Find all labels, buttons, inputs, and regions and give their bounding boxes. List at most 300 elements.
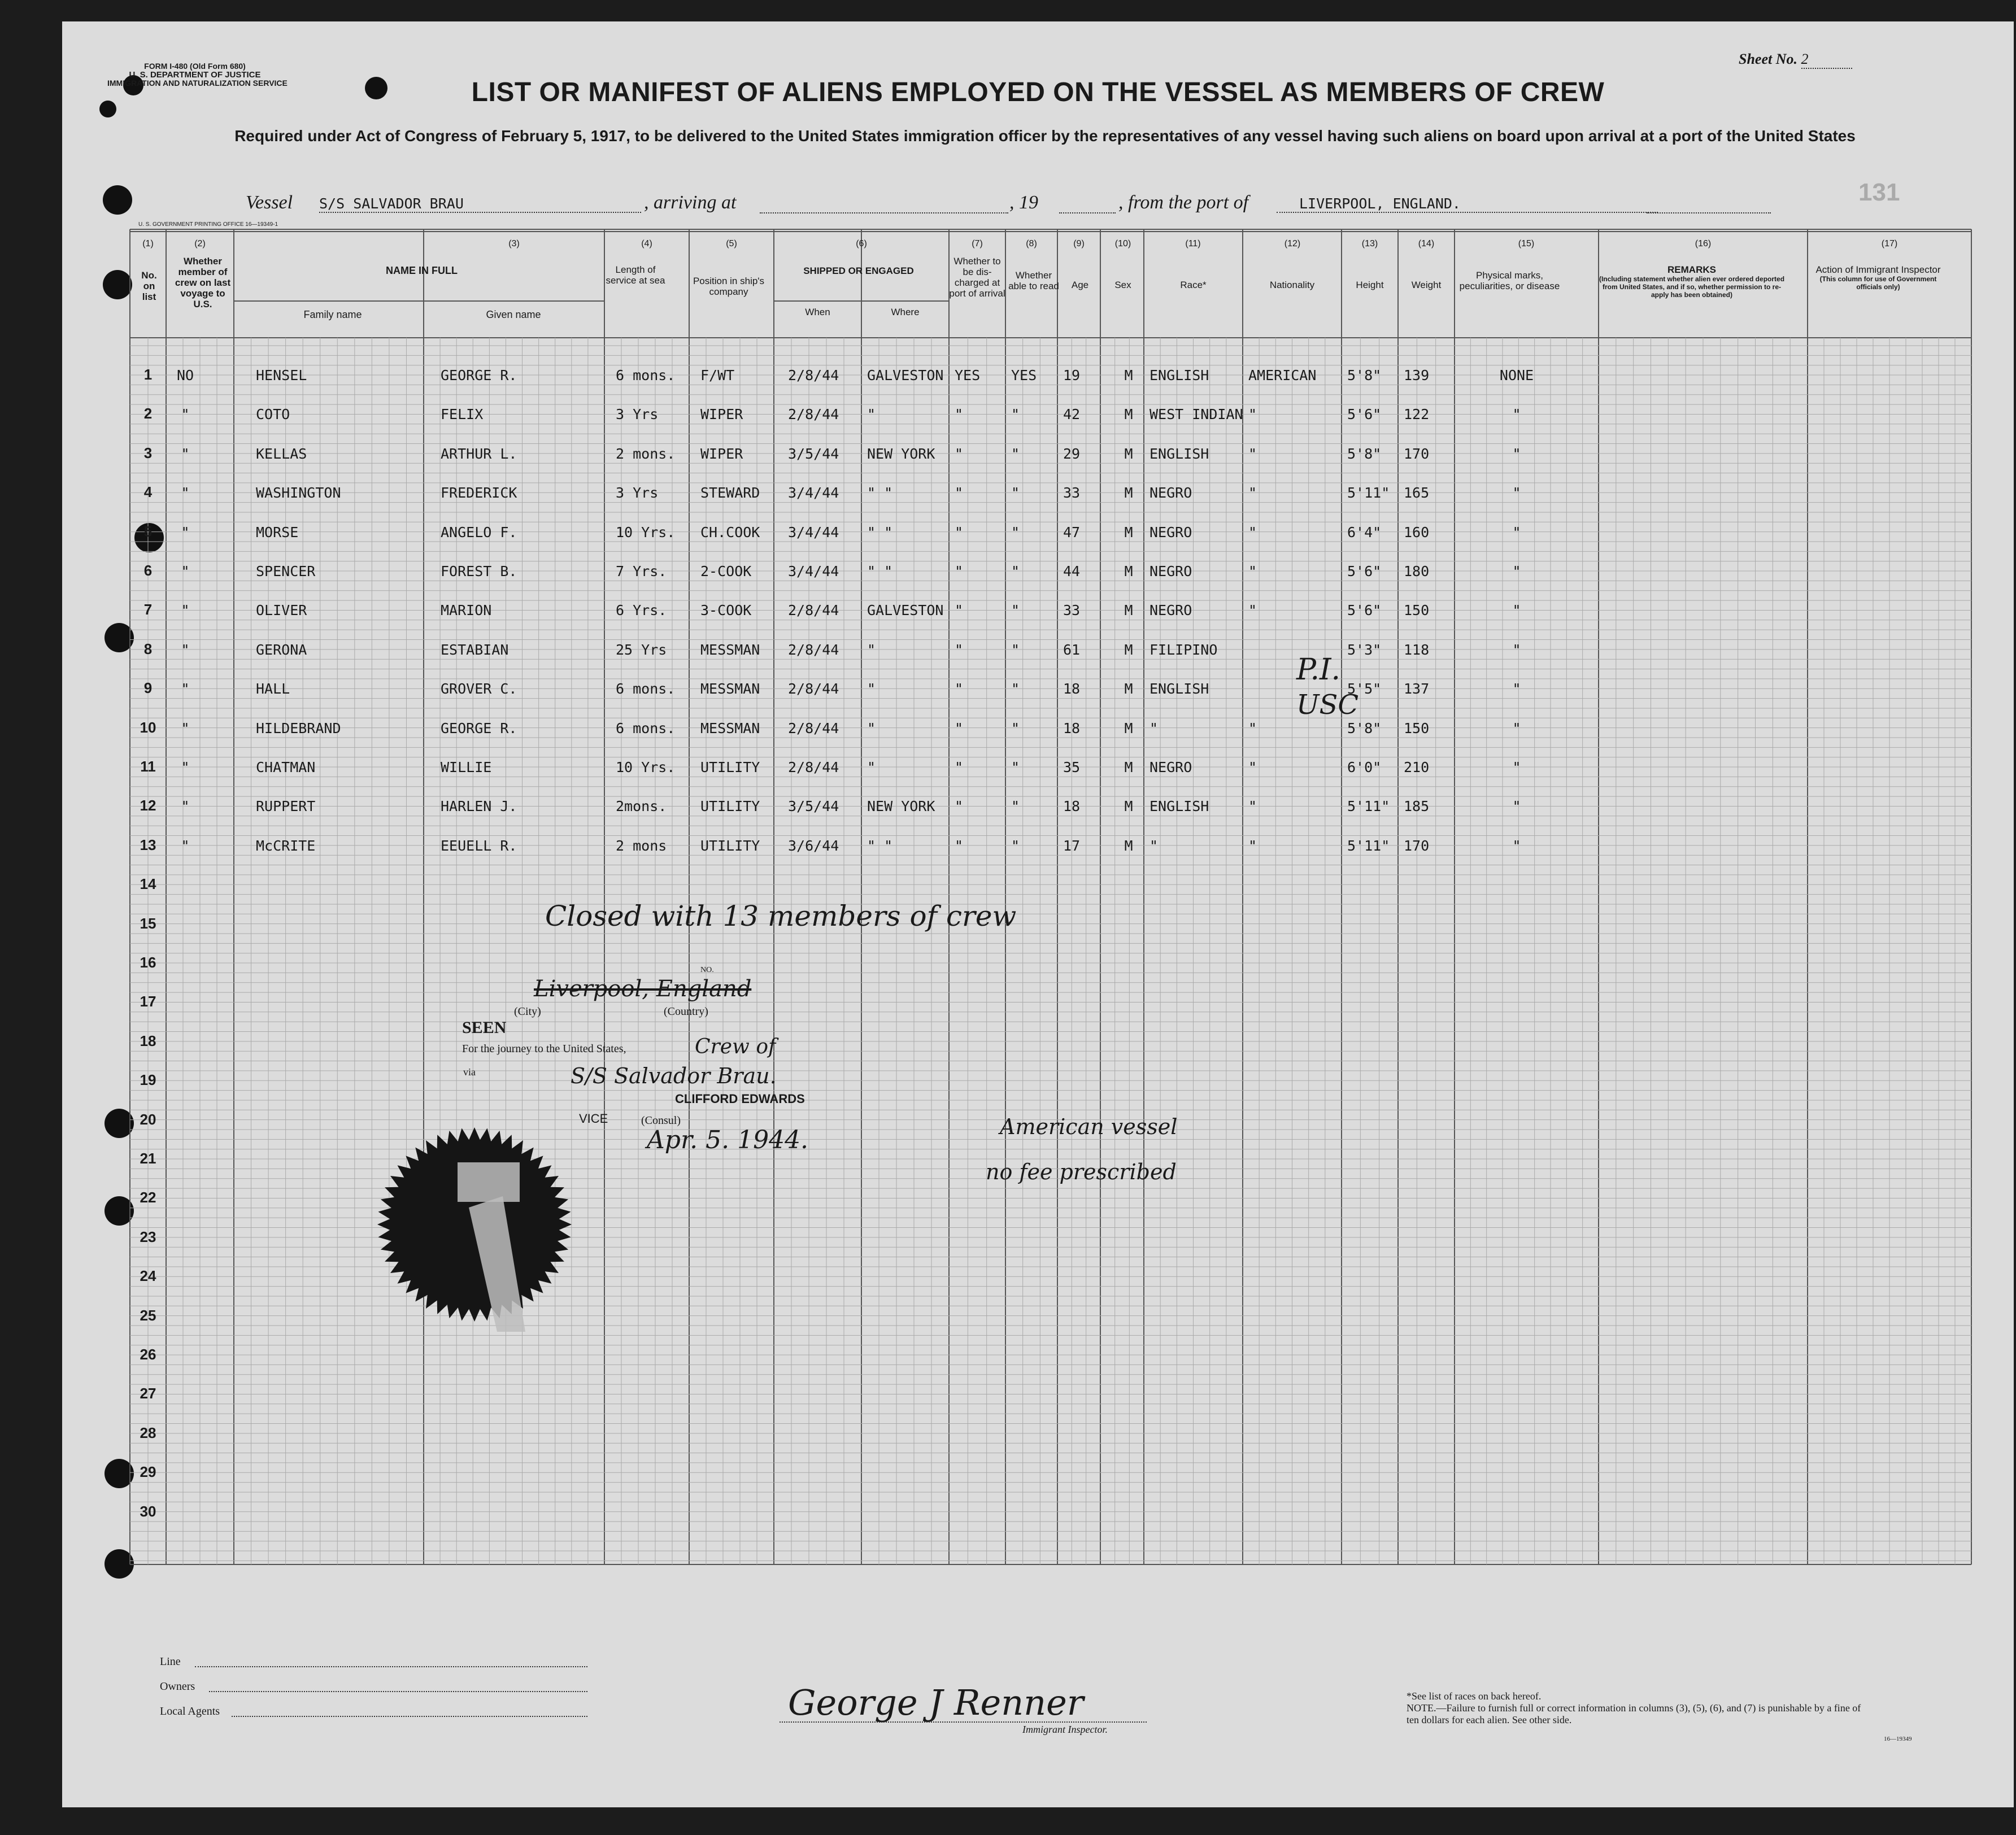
row-number: 8: [143, 640, 153, 657]
row-number: 17: [140, 993, 156, 1010]
cell-discharged: ": [955, 485, 964, 502]
row-number: 4: [143, 483, 153, 501]
cell-age: 29: [1063, 445, 1081, 462]
cell-given-name: ARTHUR L.: [441, 445, 517, 462]
cell-length-of-service: 6 mons.: [616, 367, 676, 383]
row-number: 18: [140, 1032, 156, 1049]
cell-family-name: WASHINGTON: [256, 485, 341, 502]
row-number: 9: [143, 679, 153, 697]
row-number: 27: [140, 1385, 156, 1402]
cell-discharged: ": [955, 524, 964, 541]
cell-member-last-voyage: ": [181, 602, 190, 619]
cell-length-of-service: 2mons.: [616, 798, 667, 815]
cell-weight: 210: [1404, 759, 1430, 775]
cell-given-name: EEUELL R.: [441, 837, 517, 854]
cell-length-of-service: 3 Yrs: [616, 485, 659, 502]
cell-race: FILIPINO: [1149, 641, 1218, 658]
handwritten-nationality-usc: USC: [1296, 689, 1359, 721]
cell-shipped-where: ": [867, 406, 876, 423]
cell-race: NEGRO: [1149, 563, 1192, 579]
cell-shipped-where: " ": [867, 837, 893, 854]
row-number: 2: [143, 405, 153, 422]
vessel-label: Vessel: [246, 192, 293, 213]
row-number: 21: [140, 1150, 156, 1167]
cell-height: 5'11": [1347, 837, 1390, 854]
column-number: (8): [1026, 239, 1037, 249]
row-number: 3: [143, 444, 153, 461]
row-number: 10: [140, 718, 156, 736]
column-number: (5): [726, 239, 737, 249]
cell-family-name: RUPPERT: [256, 798, 316, 815]
header-when: When: [805, 307, 830, 317]
stamp-vessel: S/S Salvador Brau.: [571, 1063, 777, 1088]
row-number: 7: [143, 601, 153, 618]
cell-discharged: ": [955, 798, 964, 815]
row-number: 12: [140, 797, 156, 814]
cell-shipped-when: 2/8/44: [788, 681, 839, 698]
cell-race: NEGRO: [1149, 602, 1192, 619]
cell-discharged: ": [955, 681, 964, 698]
header-height: Height: [1356, 280, 1384, 290]
footer-note-races: *See list of races on back hereof.: [1407, 1690, 1542, 1702]
inspector-label: Immigrant Inspector.: [1022, 1724, 1108, 1735]
cell-able-to-read: ": [1011, 720, 1020, 736]
cell-height: 5'11": [1347, 485, 1390, 502]
header-sex: Sex: [1114, 280, 1131, 290]
year-label: , 19: [1009, 192, 1038, 213]
cell-length-of-service: 3 Yrs: [616, 406, 659, 423]
column-number: (6): [856, 239, 867, 249]
cell-discharged: ": [955, 563, 964, 579]
cell-member-last-voyage: ": [181, 837, 190, 854]
cell-given-name: ANGELO F.: [441, 524, 517, 541]
footer-line-field: [195, 1666, 587, 1667]
cell-length-of-service: 25 Yrs: [616, 641, 667, 658]
cell-height: 5'8": [1347, 720, 1382, 736]
cell-shipped-where: ": [867, 681, 876, 698]
cell-able-to-read: ": [1011, 563, 1020, 579]
cell-family-name: SPENCER: [256, 563, 316, 579]
cell-sex: M: [1124, 641, 1133, 658]
cell-age: 33: [1063, 602, 1081, 619]
header-family-name: Family name: [303, 309, 362, 320]
stamp-number: 131: [1858, 178, 1900, 206]
footer-agents-label: Local Agents: [160, 1705, 220, 1718]
cell-shipped-when: 3/4/44: [788, 563, 839, 579]
cell-race: ": [1149, 720, 1159, 736]
cell-discharged: ": [955, 445, 964, 462]
cell-race: WEST INDIAN: [1149, 406, 1243, 423]
stamp-date: Apr. 5. 1944.: [647, 1126, 809, 1154]
cell-family-name: COTO: [256, 406, 290, 423]
cell-physical-marks: ": [1512, 485, 1521, 502]
cell-physical-marks: ": [1512, 406, 1521, 423]
cell-weight: 170: [1404, 837, 1430, 854]
cell-family-name: McCRITE: [256, 837, 316, 854]
header-action: [1808, 264, 1949, 291]
row-number: 6: [143, 562, 153, 579]
cell-position: UTILITY: [700, 837, 760, 854]
from-port-label: , from the port of: [1118, 192, 1249, 213]
cell-height: 5'11": [1347, 798, 1390, 815]
cell-shipped-when: 3/5/44: [788, 798, 839, 815]
cell-weight: 122: [1404, 406, 1430, 423]
arriving-label: , arriving at: [644, 192, 737, 213]
cell-given-name: GROVER C.: [441, 681, 517, 698]
cell-weight: 165: [1404, 485, 1430, 502]
row-number: 14: [140, 875, 156, 893]
handwritten-american-vessel: American vessel: [1000, 1114, 1178, 1139]
header-position: Position in ship's company: [693, 276, 765, 297]
cell-discharged: ": [955, 720, 964, 736]
cell-given-name: FOREST B.: [441, 563, 517, 579]
cell-sex: M: [1124, 681, 1133, 698]
cell-height: 5'6": [1347, 406, 1382, 423]
cell-length-of-service: 7 Yrs.: [616, 563, 667, 579]
sheet-value: 2: [1801, 51, 1852, 69]
cell-physical-marks: NONE: [1499, 367, 1534, 383]
column-number: (4): [641, 239, 652, 249]
column-number: (17): [1881, 239, 1898, 249]
cell-physical-marks: ": [1512, 759, 1521, 775]
header-where: Where: [891, 307, 920, 317]
cell-position: 3-COOK: [700, 602, 752, 619]
footer-owners-field: [209, 1691, 587, 1692]
cell-discharged: ": [955, 602, 964, 619]
cell-able-to-read: ": [1011, 837, 1020, 854]
cell-sex: M: [1124, 445, 1133, 462]
cell-race: ENGLISH: [1149, 367, 1209, 383]
cell-physical-marks: ": [1512, 563, 1521, 579]
column-number: (11): [1185, 239, 1201, 249]
cell-able-to-read: ": [1011, 798, 1020, 815]
cell-sex: M: [1124, 406, 1133, 423]
column-number: (9): [1073, 239, 1085, 249]
cell-given-name: FELIX: [441, 406, 484, 423]
cell-weight: 137: [1404, 681, 1430, 698]
cell-shipped-where: ": [867, 720, 876, 736]
header-age: Age: [1071, 280, 1089, 290]
header-discharged: Whether to be dis-charged at port of arrival: [949, 256, 1005, 299]
cell-shipped-when: 3/4/44: [788, 524, 839, 541]
row-number: 1: [143, 366, 153, 383]
page-title: LIST OR MANIFEST OF ALIENS EMPLOYED ON THE VESSEL AS MEMBERS OF CREW: [471, 77, 1605, 107]
cell-age: 47: [1063, 524, 1081, 541]
cell-able-to-read: ": [1011, 485, 1020, 502]
action-note: (This column for use of Government officials only): [1819, 275, 1937, 291]
row-number: 15: [140, 914, 156, 932]
sheet-label: Sheet No.: [1739, 51, 1797, 67]
cell-height: 5'3": [1347, 641, 1382, 658]
cell-position: CH.COOK: [700, 524, 760, 541]
cell-physical-marks: ": [1512, 681, 1521, 698]
cell-nationality: ": [1248, 837, 1257, 854]
cell-physical-marks: ": [1512, 837, 1521, 854]
header-no-on-list: No. on list: [141, 270, 157, 302]
row-number: 29: [140, 1463, 156, 1481]
cell-age: 61: [1063, 641, 1081, 658]
cell-given-name: ESTABIAN: [441, 641, 509, 658]
cell-shipped-when: 2/8/44: [788, 406, 839, 423]
cell-family-name: HENSEL: [256, 367, 307, 383]
cell-race: ENGLISH: [1149, 681, 1209, 698]
header-shipped-engaged: SHIPPED OR ENGAGED: [803, 265, 914, 276]
form-number: FORM I-480 (Old Form 680): [144, 62, 246, 71]
cell-physical-marks: ": [1512, 641, 1521, 658]
cell-race: NEGRO: [1149, 485, 1192, 502]
cell-member-last-voyage: NO: [176, 367, 194, 383]
cell-sex: M: [1124, 563, 1133, 579]
stamp-country-label: (Country): [664, 1005, 708, 1018]
cell-shipped-where: GALVESTON: [867, 602, 944, 619]
header-given-name: Given name: [486, 309, 541, 320]
cell-age: 44: [1063, 563, 1081, 579]
cell-nationality: ": [1248, 485, 1257, 502]
cell-weight: 150: [1404, 602, 1430, 619]
header-length-service: Length of service at sea: [606, 264, 665, 286]
cell-shipped-where: " ": [867, 524, 893, 541]
cell-family-name: KELLAS: [256, 445, 307, 462]
cell-able-to-read: ": [1011, 759, 1020, 775]
cell-given-name: WILLIE: [441, 759, 492, 775]
cell-member-last-voyage: ": [181, 798, 190, 815]
cell-nationality: ": [1248, 563, 1257, 579]
column-number: (16): [1695, 239, 1712, 249]
cell-weight: 160: [1404, 524, 1430, 541]
cell-length-of-service: 10 Yrs.: [616, 524, 676, 541]
cell-given-name: GEORGE R.: [441, 720, 517, 736]
cell-age: 19: [1063, 367, 1081, 383]
cell-shipped-when: 2/8/44: [788, 720, 839, 736]
from-port-value: LIVERPOOL, ENGLAND.: [1277, 195, 1658, 213]
cell-shipped-when: 2/8/44: [788, 641, 839, 658]
remarks-title: REMARKS: [1667, 264, 1716, 275]
handwritten-nationality-pi: P.I.: [1296, 653, 1341, 687]
cell-physical-marks: ": [1512, 602, 1521, 619]
cell-weight: 185: [1404, 798, 1430, 815]
cell-height: 5'5": [1347, 681, 1382, 698]
cell-race: NEGRO: [1149, 759, 1192, 775]
cell-family-name: GERONA: [256, 641, 307, 658]
cell-shipped-where: NEW YORK: [867, 445, 935, 462]
footer-line-label: Line: [160, 1655, 181, 1668]
cell-family-name: CHATMAN: [256, 759, 316, 775]
row-number: 25: [140, 1306, 156, 1324]
cell-length-of-service: 2 mons: [616, 837, 667, 854]
printing-office: U. S. GOVERNMENT PRINTING OFFICE 16—19349-1: [138, 221, 278, 228]
stamp-no-label: NO.: [700, 966, 714, 974]
column-number: (15): [1518, 239, 1535, 249]
stamp-journey: For the journey to the United States,: [462, 1043, 626, 1055]
cell-age: 35: [1063, 759, 1081, 775]
cell-shipped-where: " ": [867, 485, 893, 502]
cell-shipped-where: NEW YORK: [867, 798, 935, 815]
footer-owners-label: Owners: [160, 1680, 195, 1693]
stamp-via: via: [463, 1066, 476, 1078]
stamp-city-label: (City): [514, 1005, 541, 1018]
cell-member-last-voyage: ": [181, 563, 190, 579]
header-race: Race*: [1180, 280, 1207, 290]
cell-height: 6'4": [1347, 524, 1382, 541]
cell-weight: 170: [1404, 445, 1430, 462]
cell-age: 33: [1063, 485, 1081, 502]
cell-able-to-read: ": [1011, 445, 1020, 462]
cell-discharged: ": [955, 406, 964, 423]
cell-position: UTILITY: [700, 759, 760, 775]
cell-family-name: HILDEBRAND: [256, 720, 341, 736]
cell-race: NEGRO: [1149, 524, 1192, 541]
cell-position: F/WT: [700, 367, 735, 383]
cell-sex: M: [1124, 759, 1133, 775]
cell-discharged: ": [955, 641, 964, 658]
cell-weight: 150: [1404, 720, 1430, 736]
cell-member-last-voyage: ": [181, 720, 190, 736]
handwritten-no-fee: no fee prescribed: [986, 1160, 1177, 1184]
cell-age: 18: [1063, 720, 1081, 736]
column-number: (10): [1114, 239, 1131, 249]
header-remarks: [1599, 264, 1785, 299]
cell-member-last-voyage: ": [181, 406, 190, 423]
footer-form-code: 16—19349: [1884, 1736, 1912, 1742]
cell-shipped-when: 3/6/44: [788, 837, 839, 854]
stamp-consul-name: CLIFFORD EDWARDS: [675, 1092, 805, 1106]
cell-shipped-when: 2/8/44: [788, 367, 839, 383]
row-number: 28: [140, 1424, 156, 1441]
cell-length-of-service: 6 Yrs.: [616, 602, 667, 619]
cell-height: 5'6": [1347, 563, 1382, 579]
cell-sex: M: [1124, 602, 1133, 619]
stamp-vice: VICE: [579, 1112, 608, 1126]
cell-able-to-read: ": [1011, 406, 1020, 423]
cell-length-of-service: 6 mons.: [616, 681, 676, 698]
cell-race: ENGLISH: [1149, 445, 1209, 462]
manifest-sheet: [62, 21, 2014, 1807]
header-physical-marks: Physical marks, peculiarities, or disease: [1459, 270, 1560, 291]
cell-given-name: HARLEN J.: [441, 798, 517, 815]
cell-sex: M: [1124, 367, 1133, 383]
column-number: (13): [1361, 239, 1378, 249]
header-whether-member: Whether member of crew on last voyage to U.S.: [175, 256, 231, 310]
cell-sex: M: [1124, 798, 1133, 815]
cell-physical-marks: ": [1512, 798, 1521, 815]
cell-physical-marks: ": [1512, 524, 1521, 541]
column-number: (2): [194, 239, 206, 249]
stamp-seen: SEEN: [462, 1018, 507, 1037]
column-number: (3): [508, 239, 520, 249]
cell-height: 5'8": [1347, 367, 1382, 383]
remarks-note: (Including statement whether alien ever ordered deported from United States, and if so, whether permission to re-apply has been obtained): [1599, 275, 1785, 299]
row-number: 30: [140, 1502, 156, 1520]
header-weight: Weight: [1411, 280, 1442, 290]
cell-member-last-voyage: ": [181, 485, 190, 502]
cell-weight: 118: [1404, 641, 1430, 658]
column-number: (7): [972, 239, 983, 249]
column-number: (12): [1284, 239, 1301, 249]
row-number: 5: [143, 522, 153, 540]
cell-physical-marks: ": [1512, 720, 1521, 736]
cell-member-last-voyage: ": [181, 759, 190, 775]
cell-sex: M: [1124, 837, 1133, 854]
cell-shipped-when: 2/8/44: [788, 759, 839, 775]
cell-family-name: MORSE: [256, 524, 299, 541]
cell-nationality: ": [1248, 406, 1257, 423]
cell-nationality: ": [1248, 720, 1257, 736]
cell-age: 18: [1063, 681, 1081, 698]
header-nationality: Nationality: [1269, 280, 1315, 290]
cell-able-to-read: ": [1011, 602, 1020, 619]
cell-weight: 180: [1404, 563, 1430, 579]
handwritten-closed-note: Closed with 13 members of crew: [545, 900, 1017, 932]
cell-given-name: GEORGE R.: [441, 367, 517, 383]
cell-weight: 139: [1404, 367, 1430, 383]
column-number: (1): [142, 239, 154, 249]
cell-shipped-where: GALVESTON: [867, 367, 944, 383]
cell-nationality: ": [1248, 602, 1257, 619]
cell-given-name: FREDERICK: [441, 485, 517, 502]
cell-position: MESSMAN: [700, 681, 760, 698]
cell-given-name: MARION: [441, 602, 492, 619]
row-number: 26: [140, 1346, 156, 1363]
cell-race: ENGLISH: [1149, 798, 1209, 815]
stamp-crew-of: Crew of: [695, 1035, 776, 1058]
column-number: (14): [1418, 239, 1435, 249]
cell-sex: M: [1124, 720, 1133, 736]
cell-shipped-where: " ": [867, 563, 893, 579]
cell-position: UTILITY: [700, 798, 760, 815]
footer-note-text: NOTE.—Failure to furnish full or correct information in columns (3), (5), (6), and (7) is punishable by a fine of ten dollars for each alien. See other side.: [1407, 1702, 1861, 1725]
cell-member-last-voyage: ": [181, 641, 190, 658]
cell-discharged: YES: [955, 367, 981, 383]
cell-nationality: ": [1248, 798, 1257, 815]
header-name-in-full: NAME IN FULL: [386, 265, 458, 276]
cell-family-name: OLIVER: [256, 602, 307, 619]
cell-member-last-voyage: ": [181, 524, 190, 541]
cell-able-to-read: ": [1011, 641, 1020, 658]
cell-height: 5'8": [1347, 445, 1382, 462]
service-name: IMMIGRATION AND NATURALIZATION SERVICE: [107, 79, 288, 88]
cell-able-to-read: YES: [1011, 367, 1037, 383]
cell-physical-marks: ": [1512, 445, 1521, 462]
row-number: 11: [140, 758, 156, 775]
cell-sex: M: [1124, 524, 1133, 541]
cell-able-to-read: ": [1011, 681, 1020, 698]
cell-position: WIPER: [700, 406, 743, 423]
inspector-signature-line: [780, 1721, 1147, 1723]
stamp-consul-label: (Consul): [641, 1114, 681, 1127]
page-subtitle: Required under Act of Congress of February 5, 1917, to be delivered to the United States immigration officer by the representatives of any vessel having such aliens on board upon arrival at a port of the United States: [234, 127, 1856, 145]
cell-member-last-voyage: ": [181, 681, 190, 698]
cell-age: 42: [1063, 406, 1081, 423]
row-number: 24: [140, 1267, 156, 1285]
cell-discharged: ": [955, 759, 964, 775]
action-title: Action of Immigrant Inspector: [1815, 264, 1941, 275]
embossed-seal: [367, 1095, 650, 1354]
cell-shipped-when: 2/8/44: [788, 602, 839, 619]
row-number: 20: [140, 1110, 156, 1128]
cell-age: 18: [1063, 798, 1081, 815]
cell-position: MESSMAN: [700, 720, 760, 736]
cell-race: ": [1149, 837, 1159, 854]
cell-nationality: ": [1248, 445, 1257, 462]
inspector-signature: George J Renner: [788, 1682, 1084, 1723]
row-number: 16: [140, 954, 156, 971]
cell-length-of-service: 10 Yrs.: [616, 759, 676, 775]
cell-position: MESSMAN: [700, 641, 760, 658]
cell-length-of-service: 2 mons.: [616, 445, 676, 462]
row-number: 13: [140, 836, 156, 853]
footer-agents-field: [232, 1716, 587, 1717]
department-name: U. S. DEPARTMENT OF JUSTICE: [129, 70, 261, 80]
